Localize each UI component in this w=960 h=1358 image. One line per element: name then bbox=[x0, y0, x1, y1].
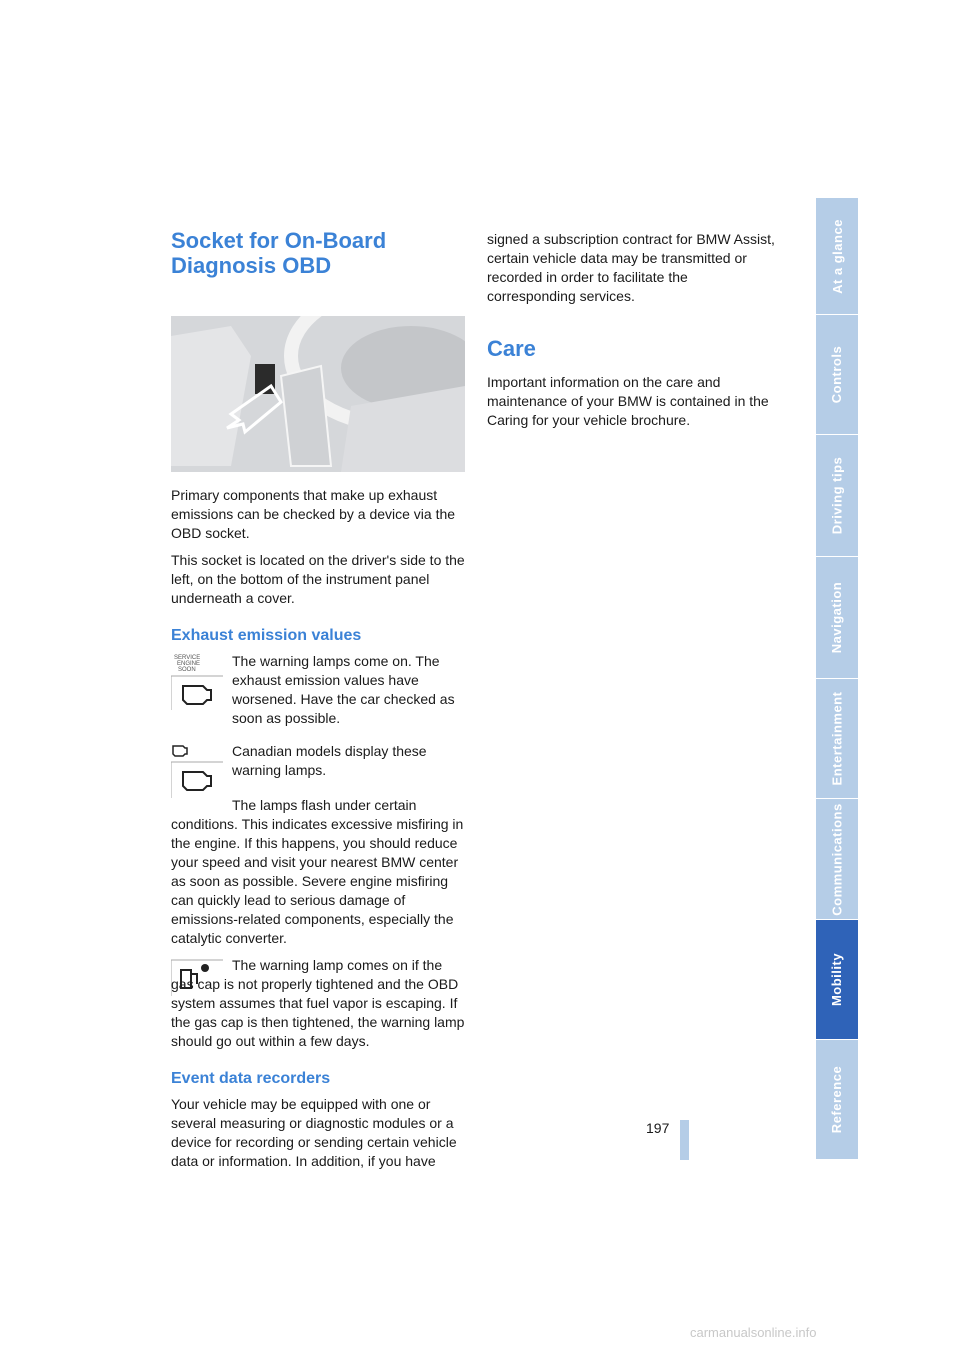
event-recorder-heading: Event data recorders bbox=[171, 1070, 331, 1087]
tab-driving-tips[interactable]: Driving tips bbox=[816, 435, 858, 557]
check-engine-icon bbox=[171, 742, 223, 803]
tab-mobility[interactable]: Mobility bbox=[816, 920, 858, 1040]
tab-navigation[interactable]: Navigation bbox=[816, 557, 858, 679]
page-number: 197 bbox=[646, 1120, 670, 1136]
chapter-sidebar bbox=[816, 198, 858, 1160]
watermark: carmanualsonline.info bbox=[690, 1325, 817, 1340]
care-paragraph: Important information on the care and maintenance of your BMW is contained in the Caring for your vehicle brochure. bbox=[487, 374, 769, 428]
left-column bbox=[171, 228, 467, 1179]
tab-entertainment[interactable]: Entertainment bbox=[816, 679, 858, 799]
exhaust-heading: Exhaust emission values bbox=[171, 627, 362, 644]
lamp-text-1: The warning lamps come on. The exhaust emission values have worsened. Have the car checked as soon as possible. bbox=[232, 653, 455, 726]
obd-socket-photo bbox=[171, 316, 465, 472]
intro-paragraph-1: Primary components that make up exhaust emissions can be checked by a device via the OBD socket. bbox=[171, 487, 456, 541]
intro-paragraph-2: This socket is located on the driver's side to the left, on the bottom of the instrument panel underneath a cover. bbox=[171, 552, 465, 606]
lamp-text-2: Canadian models display these warning lamps. bbox=[232, 743, 427, 778]
flash-paragraph: The lamps flash under certain conditions. This indicates excessive misfiring in the engine. If this happens, you should reduce your speed and visit your nearest BMW center as soon as possible. Severe engine misfiring can quickly lead to serious damage of emissions-related components, especially the catalytic converter. bbox=[171, 797, 464, 946]
care-heading: Care bbox=[487, 336, 536, 361]
gas-cap-icon bbox=[171, 956, 223, 1001]
dashboard-illustration bbox=[171, 316, 465, 472]
service-engine-lamp-block bbox=[171, 652, 467, 728]
continued-paragraph: signed a subscription contract for BMW Assist, certain vehicle data may be transmitted or recorded in order to facilitate the corresponding services. bbox=[487, 231, 775, 304]
gas-cap-paragraph: The warning lamp comes on if the gas cap is not properly tightened and the OBD system assumes that fuel vapor is escaping. If the gas cap is then tightened, the warning lamp should go out within a few days. bbox=[171, 957, 465, 1049]
right-column bbox=[487, 228, 779, 438]
svg-text:ENGINE: ENGINE bbox=[177, 661, 201, 667]
page-number-bar bbox=[680, 1120, 689, 1160]
svg-text:SERVICE: SERVICE bbox=[174, 655, 201, 661]
service-engine-soon-icon bbox=[171, 652, 223, 715]
gas-cap-lamp-block bbox=[171, 956, 467, 1051]
section-title: Socket for On-Board Diagnosis OBD bbox=[171, 228, 387, 278]
svg-text:SOON: SOON bbox=[178, 667, 196, 673]
tab-reference[interactable]: Reference bbox=[816, 1040, 858, 1160]
tab-controls[interactable]: Controls bbox=[816, 315, 858, 435]
canadian-lamp-block bbox=[171, 742, 467, 780]
tab-communications[interactable]: Communications bbox=[816, 799, 858, 920]
tab-at-a-glance[interactable]: At a glance bbox=[816, 198, 858, 315]
event-recorder-paragraph: Your vehicle may be equipped with one or several measuring or diagnostic modules or a device for recording or sending certain vehicle data or information. In addition, if you have bbox=[171, 1096, 457, 1169]
